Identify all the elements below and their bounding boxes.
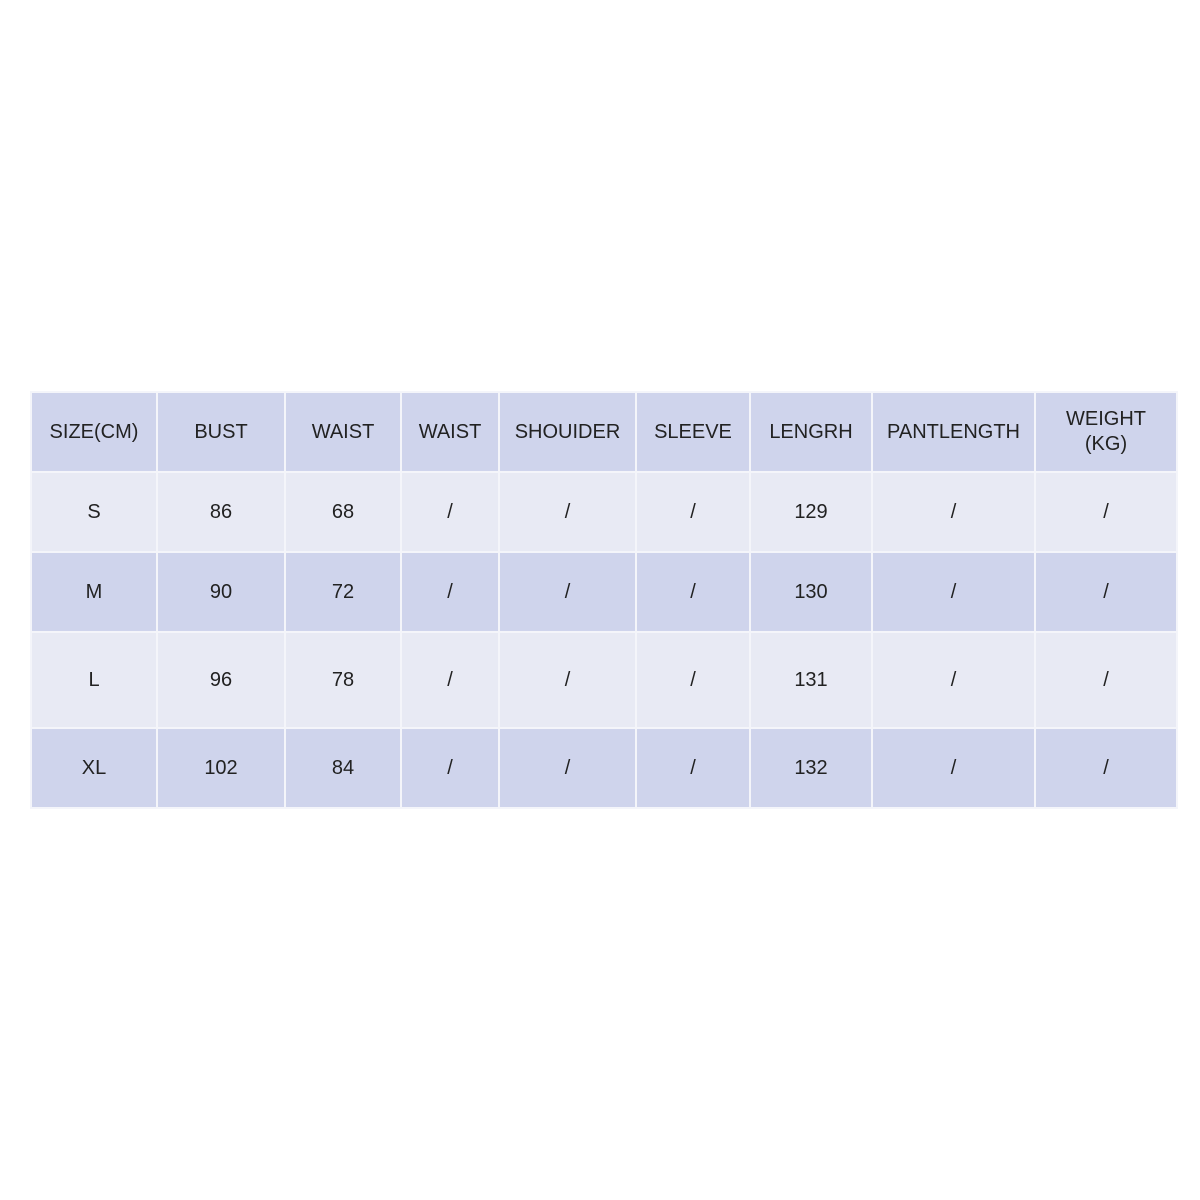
table-cell: / xyxy=(401,472,499,552)
header-bust: BUST xyxy=(157,392,285,472)
table-cell: / xyxy=(636,472,750,552)
header-weight: WEIGHT (KG) xyxy=(1035,392,1177,472)
size-table xyxy=(30,391,1178,809)
table-row xyxy=(31,632,1177,728)
header-waist-2: WAIST xyxy=(401,392,499,472)
size-cell: M xyxy=(31,552,157,632)
size-chart xyxy=(30,391,1176,809)
table-cell: 90 xyxy=(157,552,285,632)
table-cell: / xyxy=(499,728,636,808)
table-row xyxy=(31,728,1177,808)
table-cell: / xyxy=(401,728,499,808)
header-shoulder: SHOUIDER xyxy=(499,392,636,472)
table-cell: / xyxy=(1035,552,1177,632)
table-cell: 130 xyxy=(750,552,872,632)
table-cell: 131 xyxy=(750,632,872,728)
table-cell: 86 xyxy=(157,472,285,552)
table-cell: 96 xyxy=(157,632,285,728)
table-cell: 132 xyxy=(750,728,872,808)
table-cell: 102 xyxy=(157,728,285,808)
table-cell: 129 xyxy=(750,472,872,552)
table-cell: / xyxy=(872,632,1035,728)
table-cell: 78 xyxy=(285,632,401,728)
table-cell: / xyxy=(636,728,750,808)
header-size: SIZE(CM) xyxy=(31,392,157,472)
size-cell: L xyxy=(31,632,157,728)
table-cell: / xyxy=(401,552,499,632)
table-cell: / xyxy=(1035,472,1177,552)
table-cell: 72 xyxy=(285,552,401,632)
table-cell: / xyxy=(872,472,1035,552)
table-cell: / xyxy=(499,472,636,552)
header-pant-length: PANTLENGTH xyxy=(872,392,1035,472)
header-sleeve: SLEEVE xyxy=(636,392,750,472)
header-length: LENGRH xyxy=(750,392,872,472)
table-row xyxy=(31,552,1177,632)
table-cell: 68 xyxy=(285,472,401,552)
header-row xyxy=(31,392,1177,472)
table-row xyxy=(31,472,1177,552)
table-cell: / xyxy=(872,728,1035,808)
table-cell: / xyxy=(636,632,750,728)
table-cell: / xyxy=(1035,632,1177,728)
table-cell: / xyxy=(401,632,499,728)
table-cell: / xyxy=(1035,728,1177,808)
header-waist: WAIST xyxy=(285,392,401,472)
table-cell: / xyxy=(872,552,1035,632)
size-cell: S xyxy=(31,472,157,552)
table-cell: / xyxy=(499,632,636,728)
size-cell: XL xyxy=(31,728,157,808)
table-cell: / xyxy=(636,552,750,632)
table-cell: / xyxy=(499,552,636,632)
table-cell: 84 xyxy=(285,728,401,808)
